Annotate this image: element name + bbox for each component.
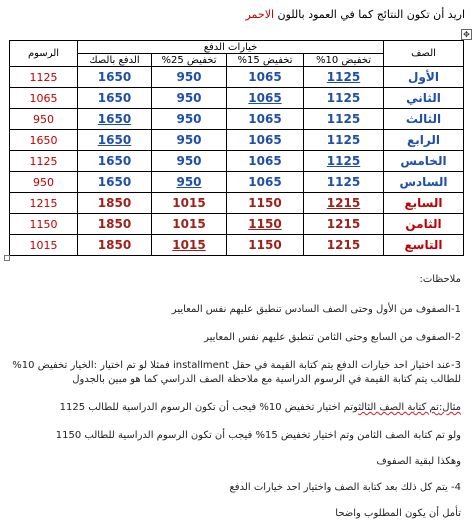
discount25-cell: 1015 [152, 235, 227, 256]
discount25-cell: 950 [152, 172, 227, 193]
discount25-cell: 950 [152, 88, 227, 109]
class-cell: السابع [384, 193, 464, 214]
installment-cell: 1650 [78, 67, 152, 88]
fee-cell: 950 [10, 172, 78, 193]
discount15-cell: 1065 [227, 67, 304, 88]
class-cell: الأول [384, 67, 464, 88]
header-installment: الدفع بالصك [78, 54, 152, 67]
discount10-cell: 1125 [304, 130, 384, 151]
installment-cell: 1850 [78, 214, 152, 235]
note-4: 4- يتم كل ذلك بعد كتابة الصف واختيار احد خيارات الدفع [229, 482, 461, 493]
example-1 [11, 402, 461, 414]
table-row [10, 109, 464, 130]
table-row [10, 151, 464, 172]
discount10-cell: 1215 [304, 193, 384, 214]
discount25-cell: 950 [152, 151, 227, 172]
header-discount-25: تخفيض 25% [152, 54, 227, 67]
example-3: وهكذا لبقية الصفوف [376, 456, 461, 467]
discount10-cell: 1215 [304, 235, 384, 256]
fee-cell: 950 [10, 109, 78, 130]
discount15-cell: 1150 [227, 214, 304, 235]
class-cell: الثامن [384, 214, 464, 235]
fee-cell: 1150 [10, 214, 78, 235]
title-text: اريد أن تكون النتائج كما في العمود باللون [274, 8, 465, 21]
installment-cell: 1650 [78, 172, 152, 193]
discount25-cell: 1015 [152, 193, 227, 214]
installment-cell: 1650 [78, 130, 152, 151]
class-cell: الخامس [384, 151, 464, 172]
class-cell: الثالث [384, 109, 464, 130]
discount15-cell: 1065 [227, 88, 304, 109]
discount10-cell: 1125 [304, 109, 384, 130]
discount15-cell: 1065 [227, 151, 304, 172]
discount15-cell: 1065 [227, 109, 304, 130]
header-discount-15: تخفيض 15% [227, 54, 304, 67]
fee-cell: 1215 [10, 193, 78, 214]
fee-cell: 1065 [10, 88, 78, 109]
header-class: الصف [384, 41, 464, 67]
installment-cell: 1650 [78, 151, 152, 172]
title-highlight: الاحمر [245, 8, 275, 21]
discount10-cell: 1125 [304, 88, 384, 109]
discount25-cell: 1015 [152, 214, 227, 235]
installment-cell: 1650 [78, 88, 152, 109]
header-discount-10: تخفيض 10% [304, 54, 384, 67]
installment-cell: 1850 [78, 235, 152, 256]
discount25-cell: 950 [152, 130, 227, 151]
discount10-cell: 1125 [304, 67, 384, 88]
table-row [10, 130, 464, 151]
discount15-cell: 1065 [227, 130, 304, 151]
discount15-cell: 1065 [227, 172, 304, 193]
class-cell: السادس [384, 172, 464, 193]
table-row [10, 214, 464, 235]
table-row [10, 172, 464, 193]
example-1-lead: مثال: [438, 402, 461, 413]
fee-cell: 1125 [10, 151, 78, 172]
example-2: ولو تم كتابة الصف الثامن وتم اختيار تخفيض 15% فيجب أن تكون الرسوم الدراسية للطالب 1150 [55, 430, 461, 441]
fee-cell: 1125 [10, 67, 78, 88]
table-move-handle-icon[interactable]: ✥ [461, 29, 472, 40]
note-2: 2-الصفوف من السابع وحتى الثامن تنطبق عليهم نفس المعايير [204, 332, 461, 343]
class-cell: التاسع [384, 235, 464, 256]
table-row [10, 193, 464, 214]
note-3-line-1: 3-عند اختيار احد خيارات الدفع يتم كتابة القيمة في حقل installment فمثلا لو تم اختيار :الخيار تخفيض 10% [12, 360, 461, 371]
fee-cell: 1650 [10, 130, 78, 151]
example-1-rest: وتم اختيار تخفيض 10% فيجب أن تكون الرسوم الدراسية للطالب 1125 [59, 402, 359, 413]
closing-note: تأمل أن يكون المطلوب واضحا [335, 508, 461, 519]
installment-cell: 1850 [78, 193, 152, 214]
example-1-highlight: تم كتابة الصف الثالث [358, 402, 439, 413]
table-row [10, 235, 464, 256]
notes-heading: ملاحظات: [419, 274, 461, 285]
discount10-cell: 1215 [304, 214, 384, 235]
fee-cell: 1015 [10, 235, 78, 256]
table-row [10, 88, 464, 109]
discount25-cell: 950 [152, 109, 227, 130]
discount25-cell: 950 [152, 67, 227, 88]
table-resize-handle[interactable] [4, 255, 10, 261]
discount10-cell: 1125 [304, 172, 384, 193]
discount15-cell: 1150 [227, 235, 304, 256]
installment-cell: 1650 [78, 109, 152, 130]
note-1: 1-الصفوف من الأول وحتى الصف السادس تنطبق عليهم نفس المعايير [171, 304, 461, 315]
header-payment-options: خيارات الدفع [78, 41, 384, 54]
instruction-title [10, 8, 465, 22]
discount15-cell: 1150 [227, 193, 304, 214]
fees-table [9, 40, 464, 256]
header-fees: الرسوم [10, 41, 78, 67]
class-cell: الرابع [384, 130, 464, 151]
note-3-line-2: للطالب يتم كتابة القيمة في الرسوم الدراسية مع ملاحظة الصف الدراسي كما هو مبين بالجدول [72, 374, 461, 385]
discount10-cell: 1125 [304, 151, 384, 172]
class-cell: الثاني [384, 88, 464, 109]
table-row [10, 67, 464, 88]
